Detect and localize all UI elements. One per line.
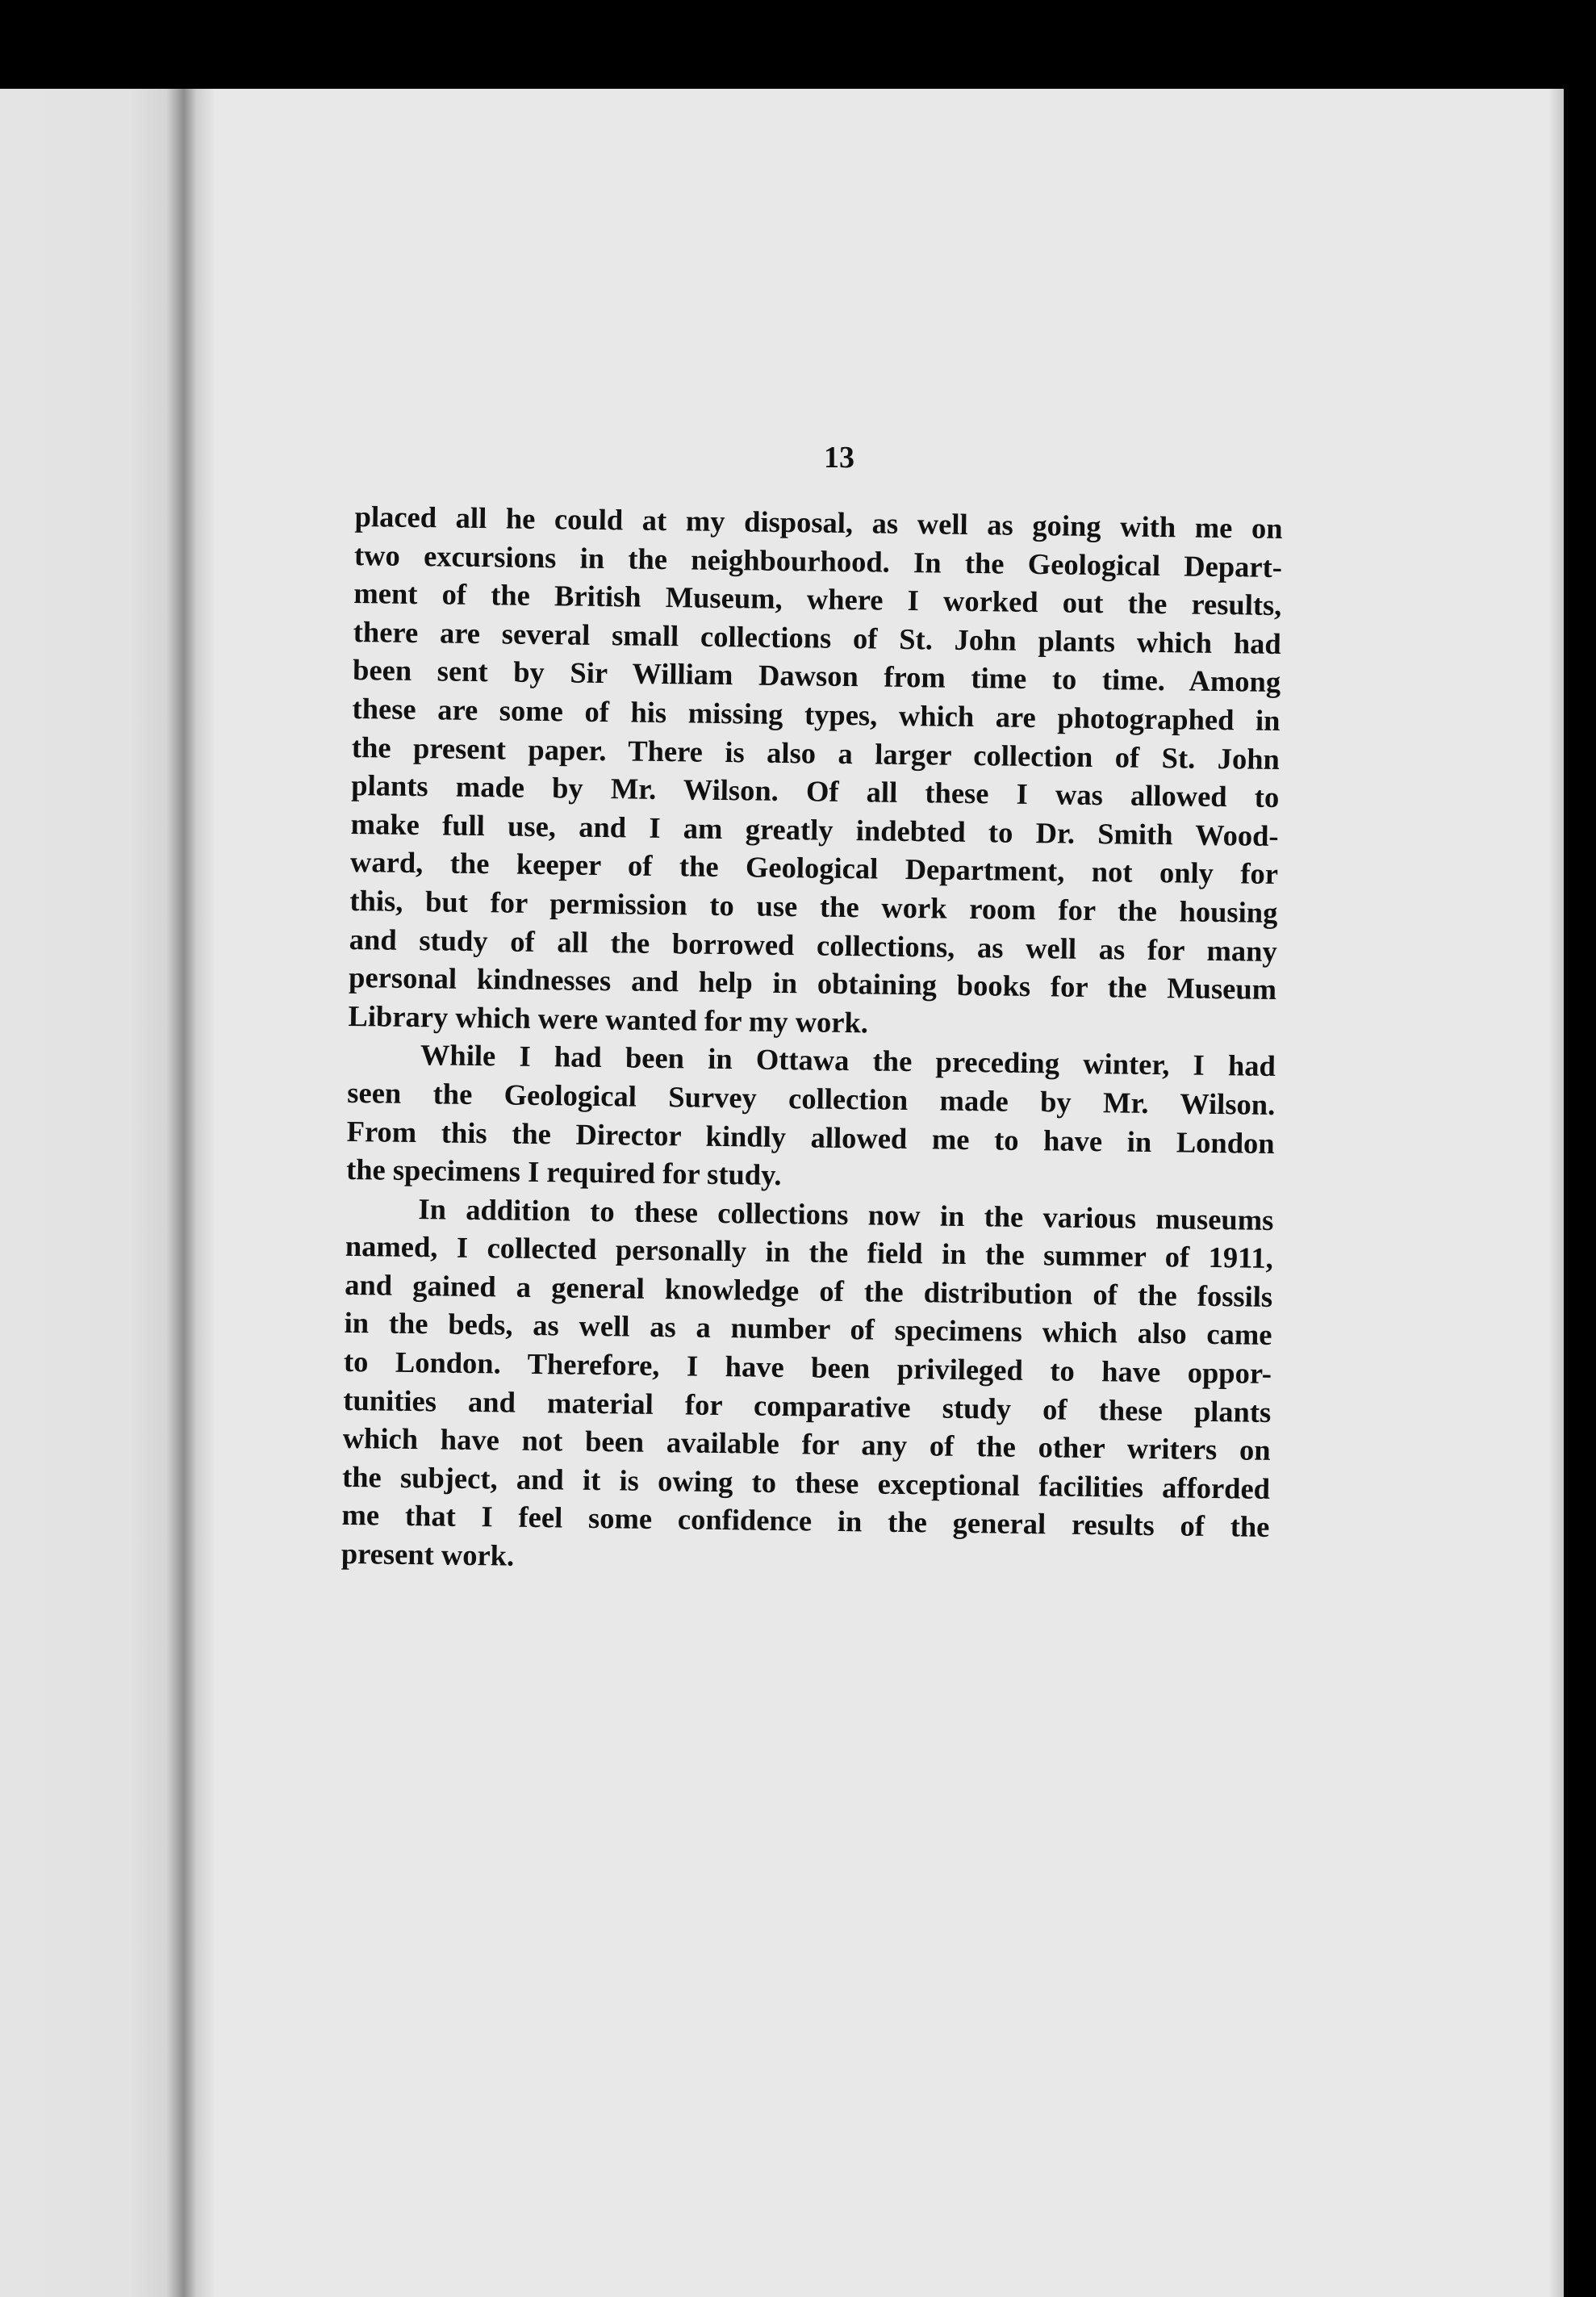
page-edge bbox=[1549, 89, 1564, 2297]
text-line: Library which were wanted for my work. bbox=[348, 998, 869, 1040]
text-line: the present paper. There is also a larger collection of St. John bbox=[351, 730, 1281, 776]
binding-gutter bbox=[0, 89, 214, 2297]
text-line: in the beds, as well as a number of specimens which also came bbox=[344, 1306, 1272, 1352]
text-line: these are some of his missing types, which are photographed in bbox=[352, 691, 1281, 737]
text-line: In addition to these collections now in the various museums bbox=[418, 1191, 1274, 1236]
text-line: placed all he could at my disposal, as well as going with me on bbox=[354, 499, 1283, 546]
text-line: and study of all the borrowed collections, as well as for many bbox=[349, 922, 1278, 968]
text-line: plants made by Mr. Wilson. Of all these I was allowed to bbox=[351, 768, 1280, 814]
page-number: 13 bbox=[824, 441, 854, 475]
text-line: ment of the British Museum, where I worked out the results, bbox=[353, 576, 1282, 622]
text-line: present work. bbox=[341, 1536, 515, 1572]
text-line: two excursions in the neighbourhood. In the Geological Depart- bbox=[353, 538, 1283, 584]
text-line: personal kindnesses and help in obtaining books for the Museum bbox=[348, 960, 1277, 1006]
paragraph bbox=[341, 1189, 1274, 1585]
text-line: to London. Therefore, I have been privileged to have oppor- bbox=[343, 1344, 1272, 1391]
text-line: the subject, and it is owing to these exceptional facilities afforded bbox=[341, 1459, 1271, 1505]
paragraph bbox=[346, 1035, 1276, 1200]
paragraph bbox=[348, 497, 1283, 1047]
body-text bbox=[341, 497, 1283, 1585]
text-line: make full use, and I am greatly indebted to Dr. Smith Wood- bbox=[350, 806, 1279, 852]
text-line: this, but for permission to use the work room for the housing bbox=[349, 883, 1278, 929]
text-line: me that I feel some confidence in the general results of the bbox=[341, 1498, 1270, 1544]
text-line: From this the Director kindly allowed me to have in London bbox=[346, 1114, 1275, 1160]
text-line: While I had been in Ottawa the preceding winter, I had bbox=[420, 1038, 1276, 1083]
text-line: seen the Geological Survey collection made by Mr. Wilson. bbox=[347, 1075, 1276, 1121]
text-line: been sent by Sir William Dawson from time to time. Among bbox=[352, 653, 1281, 699]
text-line: named, I collected personally in the field in the summer of 1911, bbox=[345, 1229, 1274, 1275]
text-line: the specimens I required for study. bbox=[345, 1153, 782, 1192]
text-line: ward, the keeper of the Geological Department, not only for bbox=[349, 845, 1279, 891]
text-line: there are several small collections of St. John plants which had bbox=[353, 614, 1281, 660]
text-line: and gained a general knowledge of the distribution of the fossils bbox=[344, 1267, 1273, 1313]
text-line: which have not been available for any of the other writers on bbox=[342, 1421, 1271, 1467]
text-line: tunities and material for comparative study of these plants bbox=[343, 1383, 1272, 1429]
